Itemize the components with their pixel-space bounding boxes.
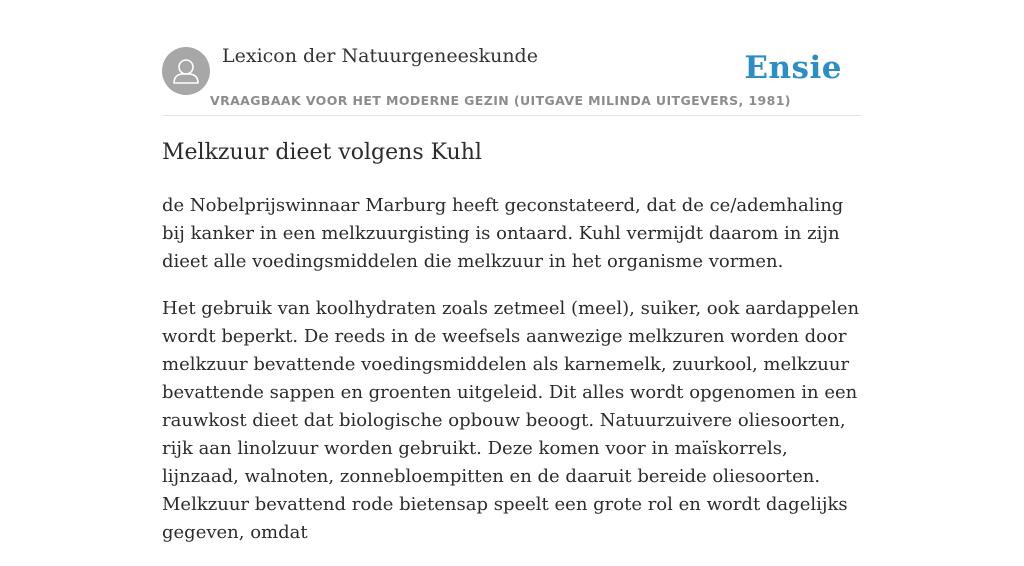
header-divider: [162, 115, 862, 116]
article-body: [162, 192, 862, 566]
lexicon-subtitle: VRAAGBAAK VOOR HET MODERNE GEZIN (UITGAVE MILINDA UITGEVERS, 1981): [210, 93, 791, 108]
user-icon: [162, 47, 210, 95]
avatar[interactable]: [162, 47, 210, 95]
article-title: Melkzuur dieet volgens Kuhl: [162, 140, 482, 165]
article-paragraph: de Nobelprijswinnaar Marburg heeft geconstateerd, dat de ce/ademhaling bij kanker in een melkzuurgisting is ontaard. Kuhl vermijdt daarom in zijn dieet alle voedingsmiddelen die melkzuur in het organisme vormen.: [162, 195, 844, 272]
article-paragraph: Het gebruik van koolhydraten zoals zetmeel (meel), suiker, ook aardappelen wordt beperkt. De reeds in de weefsels aanwezige melkzuren worden door melkzuur bevattende voedingsmiddelen als karnemelk, zuurkool, melkzuur bevattende sappen en groenten uitgeleid. Dit alles wordt opgenomen in een rauwkost dieet dat biologische opbouw beoogt. Natuurzuivere oliesoorten, rijk aan linolzuur worden gebruikt. Deze komen voor in maïskorrels, lijnzaad, walnoten, zonnebloempitten en de daaruit bereide oliesoorten. Melkzuur bevattend rode bietensap speelt een grote rol en wordt dagelijks gegeven, omdat: [162, 298, 860, 543]
brand-logo[interactable]: Ensie: [744, 50, 842, 86]
lexicon-title[interactable]: Lexicon der Natuurgeneeskunde: [222, 45, 538, 67]
